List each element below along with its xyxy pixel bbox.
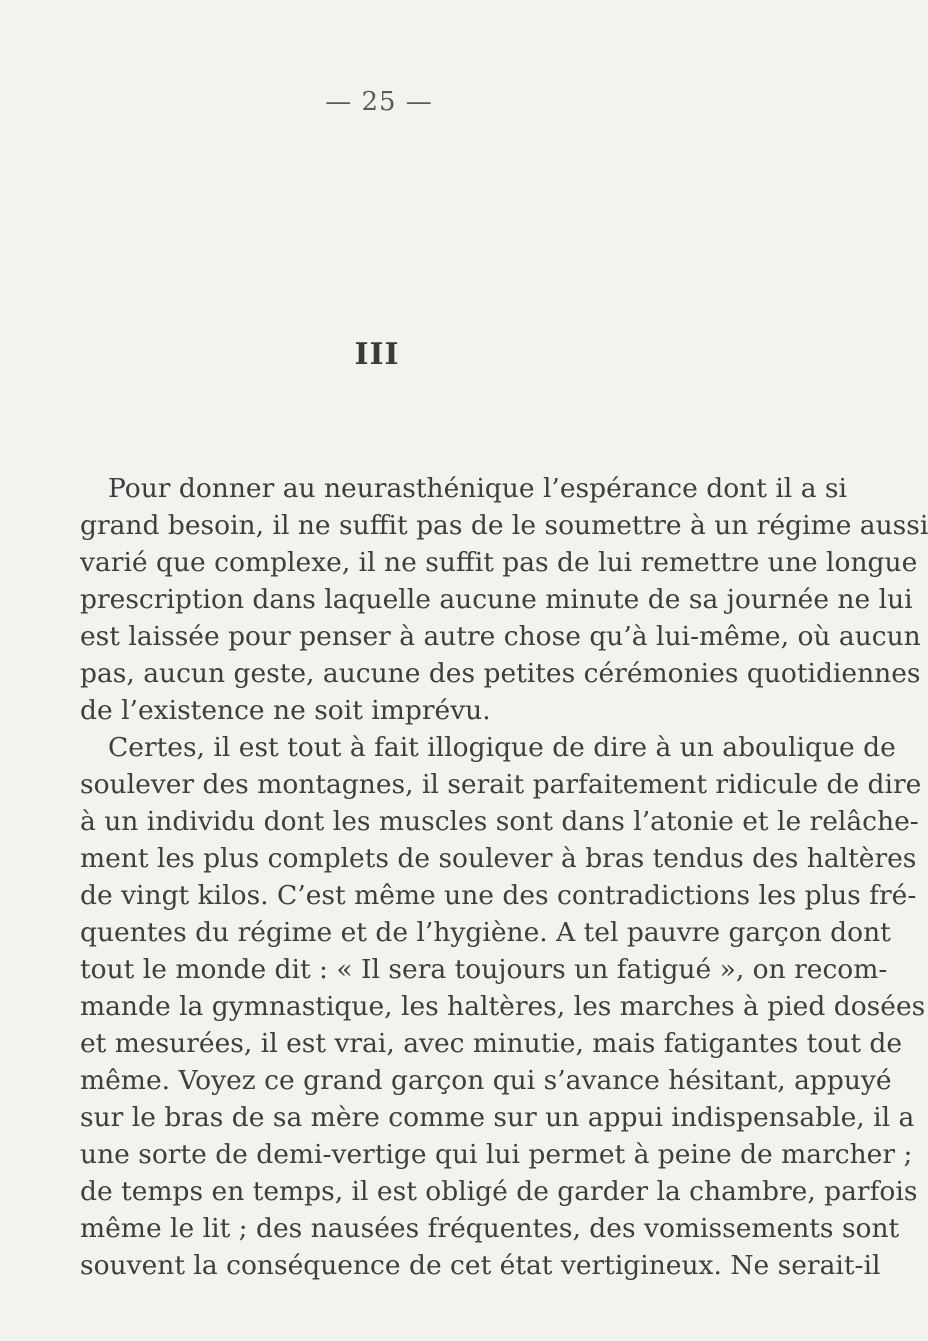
page-number: — 25 —: [325, 87, 433, 117]
text-line: sur le bras de sa mère comme sur un appui indispensable, il a: [80, 1102, 915, 1133]
text-line: tout le monde dit : « Il sera toujours un fatigué », on recom-: [80, 954, 888, 985]
text-line: pas, aucun geste, aucune des petites cérémonies quotidiennes: [80, 658, 921, 689]
text-line: même le lit ; des nausées fréquentes, des vomissements sont: [80, 1213, 900, 1244]
text-line: ment les plus complets de soulever à bras tendus des haltères: [80, 843, 917, 874]
text-line: mande la gymnastique, les haltères, les marches à pied dosées: [80, 991, 926, 1022]
text-line: Pour donner au neurasthénique l’espérance dont il a si: [108, 473, 847, 504]
text-line: même. Voyez ce grand garçon qui s’avance hésitant, appuyé: [80, 1065, 892, 1096]
paragraph-2: [80, 729, 926, 1284]
text-line: est laissée pour penser à autre chose qu’à lui-même, où aucun: [80, 621, 921, 652]
text-line: de vingt kilos. C’est même une des contradictions les plus fré-: [80, 880, 917, 911]
text-line: varié que complexe, il ne suffit pas de lui remettre une longue: [80, 547, 918, 578]
paragraph-1: [80, 470, 928, 729]
text-line: Certes, il est tout à fait illogique de dire à un aboulique de: [108, 732, 896, 763]
text-line: une sorte de demi-vertige qui lui permet à peine de marcher ;: [80, 1139, 913, 1170]
text-line: soulever des montagnes, il serait parfaitement ridicule de dire: [80, 769, 922, 800]
text-line: et mesurées, il est vrai, avec minutie, mais fatigantes tout de: [80, 1028, 903, 1059]
body-text: [80, 470, 928, 1284]
text-line: de temps en temps, il est obligé de garder la chambre, parfois: [80, 1176, 918, 1207]
text-line: souvent la conséquence de cet état vertigineux. Ne serait-il: [80, 1250, 881, 1281]
text-line: de l’existence ne soit imprévu.: [80, 695, 491, 726]
text-line: à un individu dont les muscles sont dans l’atonie et le relâche-: [80, 806, 919, 837]
chapter-heading: III: [354, 337, 400, 372]
text-line: prescription dans laquelle aucune minute de sa journée ne lui: [80, 584, 913, 615]
text-line: quentes du régime et de l’hygiène. A tel pauvre garçon dont: [80, 917, 891, 948]
text-line: grand besoin, il ne suffit pas de le soumettre à un régime aussi: [80, 510, 928, 541]
